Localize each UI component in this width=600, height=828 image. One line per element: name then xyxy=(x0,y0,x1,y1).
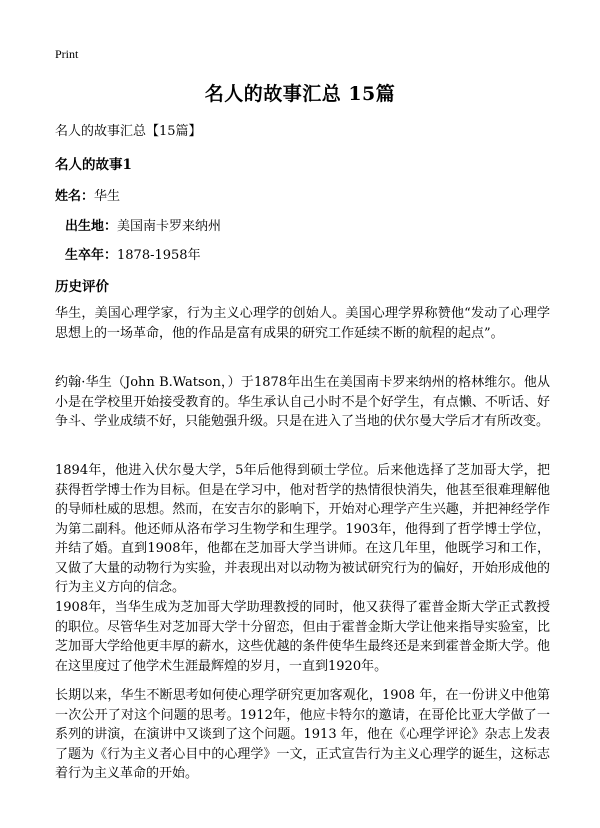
birthplace-field xyxy=(65,215,221,234)
birthplace-label: 出生地： xyxy=(65,219,118,234)
paragraph-education: 1894年，他进入伏尔曼大学，5年后他得到硕士学位。后来他选择了芝加哥大学，把获得哲学博士作为目标。但是在学习中，他对哲学的热情很快消失，他甚至很难理解他的导师杜威的思想。然而，在安吉尔的影响下，开始对心理学产生兴趣，并把神经学作为第二副科。他还师从洛布学习生物学和生理学。1903年，他得到了哲学博士学位，并结了婚。直到1908年，他都在芝加哥大学当讲师。在这几年里，他既学习和工作，又做了大量的动物行为实验，并表现出对以动物为被试研究行为的偏好，开始形成他的行为主义方向的信念。 xyxy=(55,463,550,595)
document-subtitle: 名人的故事汇总【15篇】 xyxy=(55,124,202,139)
years-label: 生卒年： xyxy=(65,248,118,263)
years-field xyxy=(65,244,201,263)
paragraph-childhood: 约翰·华生（John B.Watson，）于1878年出生在美国南卡罗来纳州的格林维尔。他从小是在学校里开始接受教育的。华生承认自己小时不是个好学生，有点懒、不听话、好争斗、学业成绩不好，只能勉强升级。只是在进入了当地的伏尔曼大学后才有所改变。 xyxy=(55,375,550,429)
paragraph-behaviorism: 长期以来，华生不断思考如何使心理学研究更加客观化，1908 年，在一份讲义中他第一次公开了对这个问题的思考。1912年，他应卡特尔的邀请，在哥伦比亚大学做了一系列的讲演，在演讲中又谈到了这个问题。1913 年，他在《心理学评论》杂志上发表了题为《行为主义者心目中的心理学》一文，正式宣告行为主义心理学的诞生，这标志着行为主义革命的开始。 xyxy=(55,688,550,781)
years-value: 1878-1958年 xyxy=(117,248,201,263)
evaluation-heading: 历史评价 xyxy=(55,279,109,295)
print-label[interactable]: Print xyxy=(55,47,79,61)
name-label: 姓名： xyxy=(55,189,95,204)
paragraph-hopkins: 1908年，当华生成为芝加哥大学助理教授的同时，他又获得了霍普金斯大学正式教授的职位。尽管华生对芝加哥大学十分留恋，但由于霍普金斯大学让他来指导实验室，比芝加哥大学给他更丰厚的薪水，这些优越的条件使华生最终还是来到霍普金斯大学。他在这里度过了他学术生涯最辉煌的岁月，一直到1920年。 xyxy=(55,600,550,674)
name-field xyxy=(55,185,120,204)
birthplace-value: 美国南卡罗来纳州 xyxy=(117,219,222,234)
story-heading: 名人的故事1 xyxy=(55,157,132,173)
paragraph-intro: 华生，美国心理学家，行为主义心理学的创始人。美国心理学界称赞他“发动了心理学思想上的一场革命，他的作品是富有成果的研究工作延续不断的航程的起点”。 xyxy=(55,306,550,341)
document-title: 名人的故事汇总 15篇 xyxy=(204,83,396,105)
name-value: 华生 xyxy=(94,189,121,204)
